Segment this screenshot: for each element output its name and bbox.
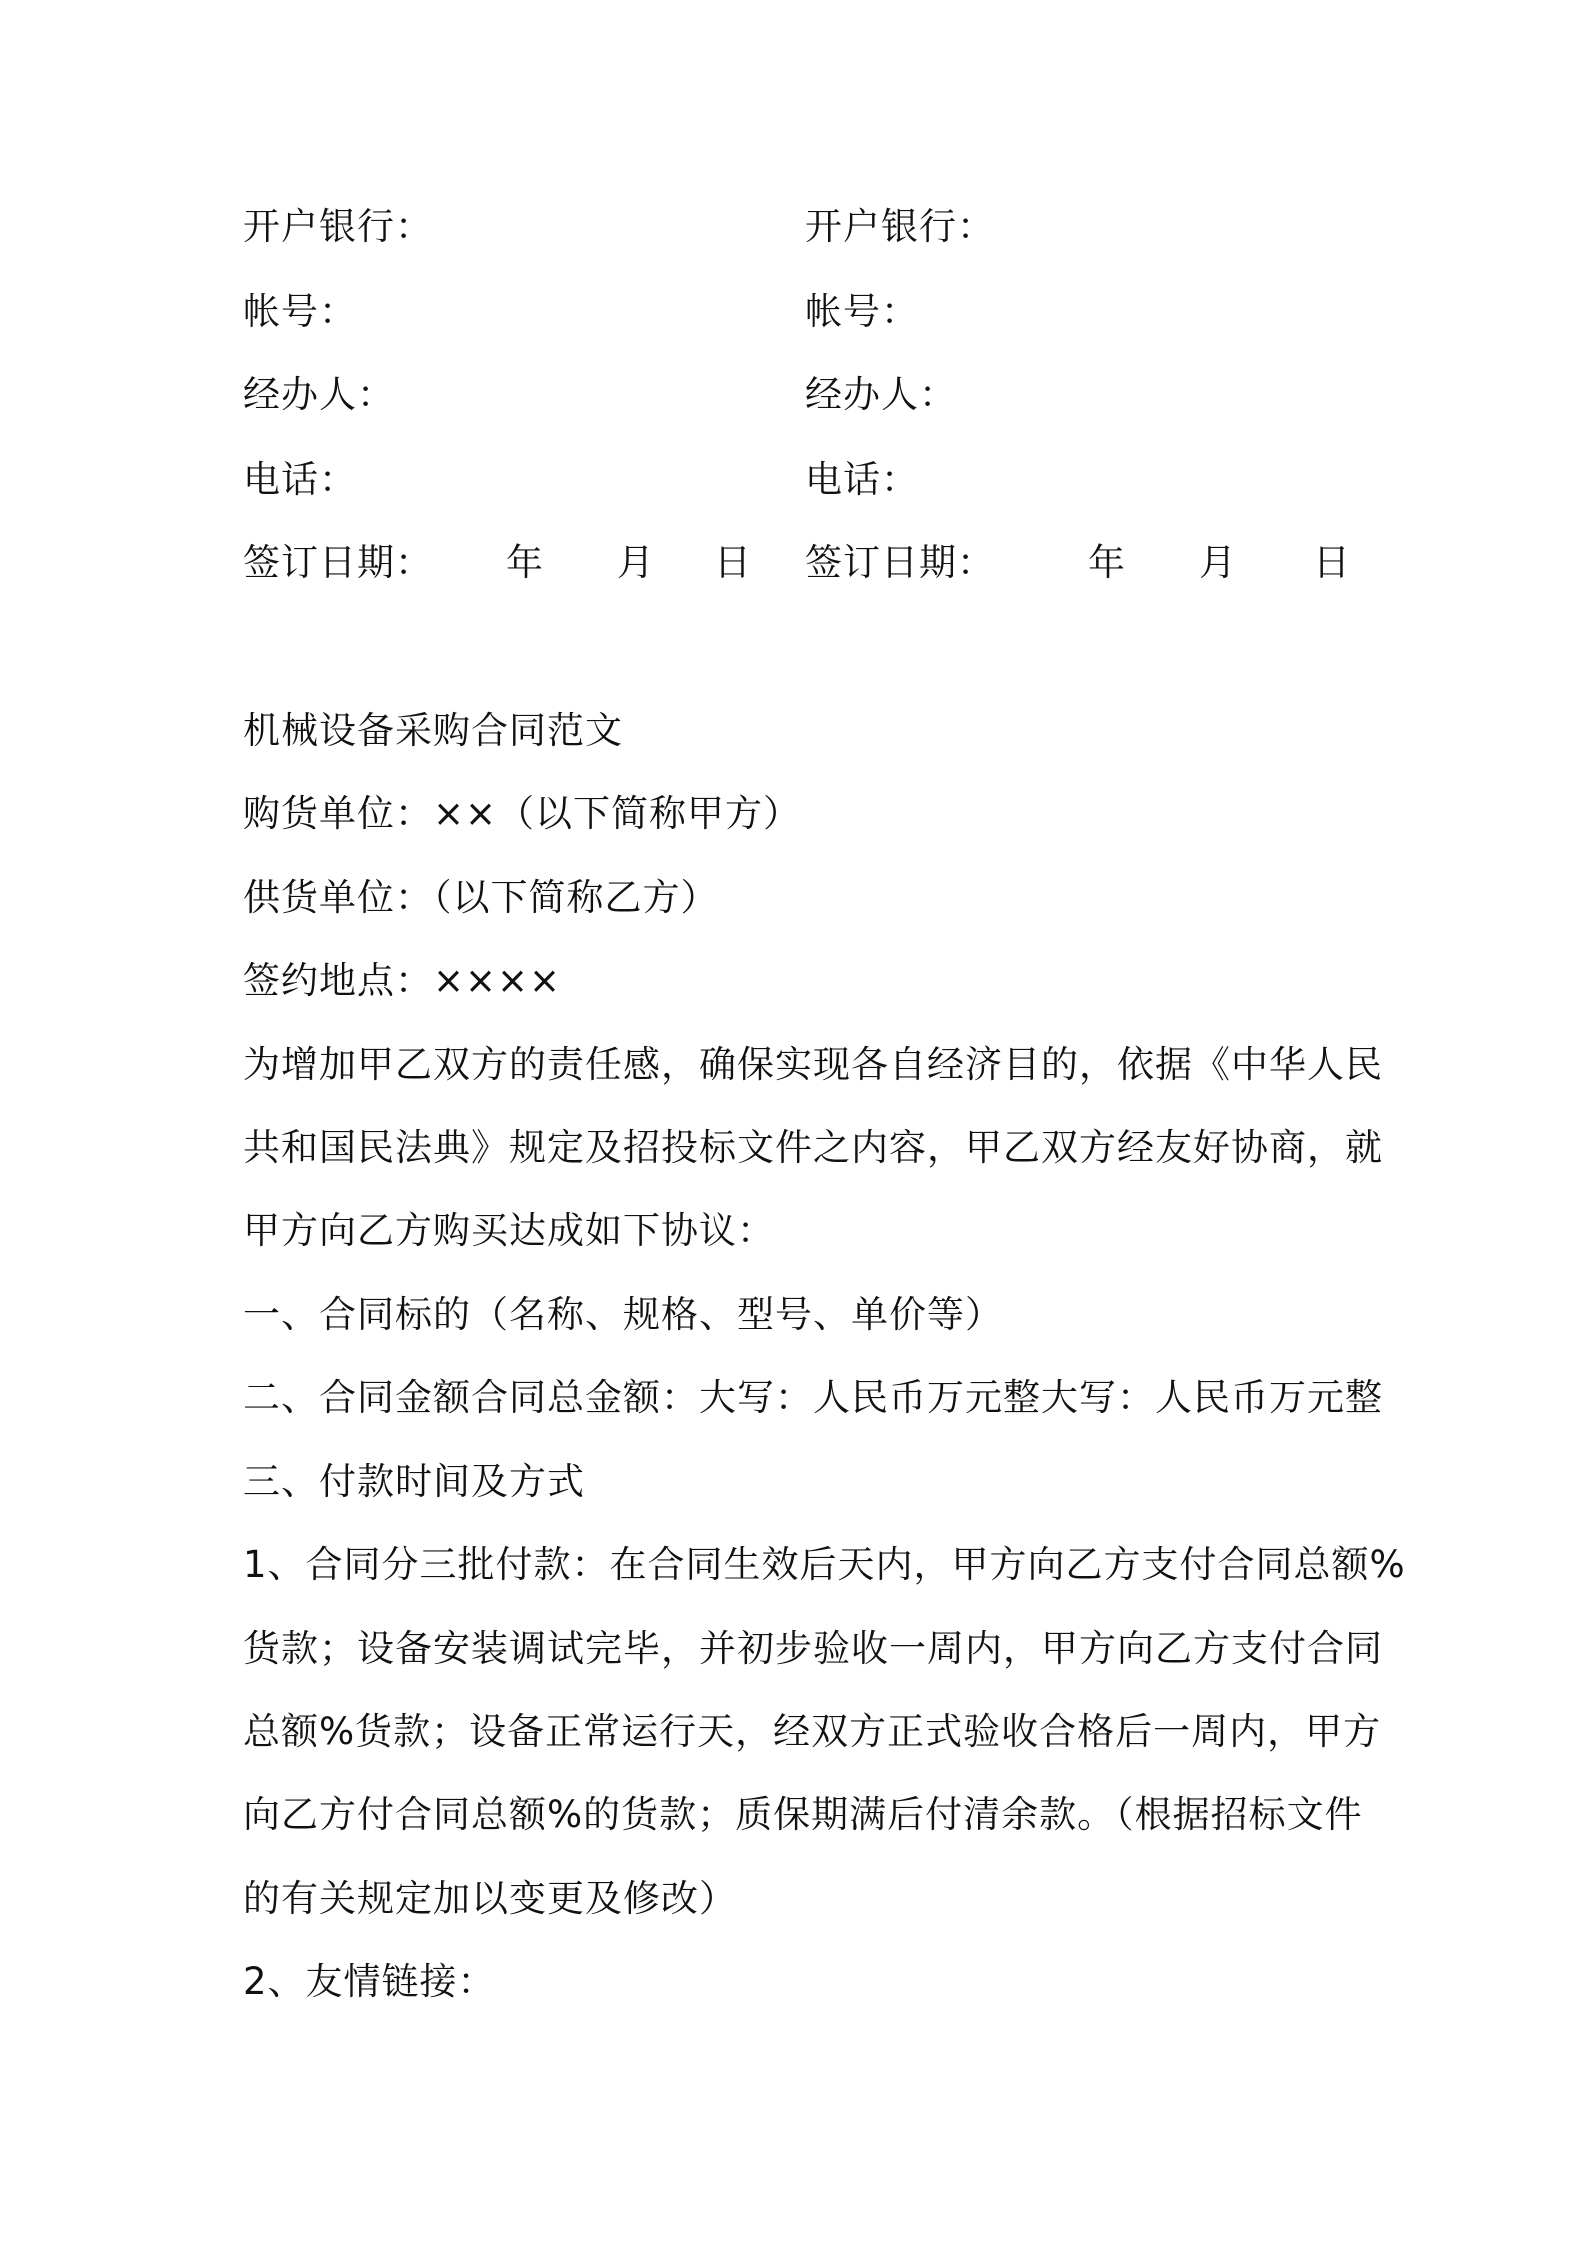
right-date-month: 月	[1199, 541, 1236, 584]
supplier-line: 供货单位：（以下简称乙方）	[243, 876, 719, 919]
right-bank-label: 开户银行：	[805, 205, 995, 248]
right-date-day: 日	[1313, 541, 1350, 584]
section-1-heading: 一、合同标的（名称、规格、型号、单价等）	[243, 1293, 1003, 1336]
preamble-line: 甲方向乙方购买达成如下协议：	[243, 1209, 775, 1252]
left-date-month: 月	[617, 541, 654, 584]
clause-1-line: 的有关规定加以变更及修改）	[243, 1877, 737, 1920]
buyer-line: 购货单位：××（以下简称甲方）	[243, 792, 802, 835]
right-agent-label: 经办人：	[805, 373, 957, 416]
document-title: 机械设备采购合同范文	[243, 709, 623, 752]
place-line: 签约地点：××××	[243, 959, 562, 1002]
clause-2-line: 2、友情链接：	[243, 1960, 496, 2003]
preamble-line: 为增加甲乙双方的责任感，确保实现各自经济目的，依据《中华人民	[243, 1043, 1383, 1086]
clause-1-line: 货款；设备安装调试完毕，并初步验收一周内，甲方向乙方支付合同	[243, 1627, 1383, 1670]
right-account-label: 帐号：	[805, 290, 919, 333]
right-phone-label: 电话：	[805, 458, 919, 501]
right-date-year: 年	[1088, 541, 1125, 584]
clause-1-line: 总额%货款；设备正常运行天，经双方正式验收合格后一周内，甲方	[243, 1710, 1382, 1753]
preamble-line: 共和国民法典》规定及招投标文件之内容，甲乙双方经友好协商，就	[243, 1126, 1383, 1169]
left-date-label: 签订日期：	[243, 541, 433, 584]
left-agent-label: 经办人：	[243, 373, 395, 416]
section-2-heading: 二、合同金额合同总金额：大写：人民币万元整大写：人民币万元整	[243, 1376, 1383, 1419]
clause-1-line: 向乙方付合同总额%的货款；质保期满后付清余款。（根据招标文件	[243, 1793, 1363, 1836]
left-date-year: 年	[506, 541, 543, 584]
left-phone-label: 电话：	[243, 458, 357, 501]
section-3-heading: 三、付款时间及方式	[243, 1460, 585, 1503]
right-date-label: 签订日期：	[805, 541, 995, 584]
left-bank-label: 开户银行：	[243, 205, 433, 248]
left-date-day: 日	[714, 541, 751, 584]
clause-1-line: 1、合同分三批付款：在合同生效后天内，甲方向乙方支付合同总额%	[243, 1543, 1406, 1586]
left-account-label: 帐号：	[243, 290, 357, 333]
